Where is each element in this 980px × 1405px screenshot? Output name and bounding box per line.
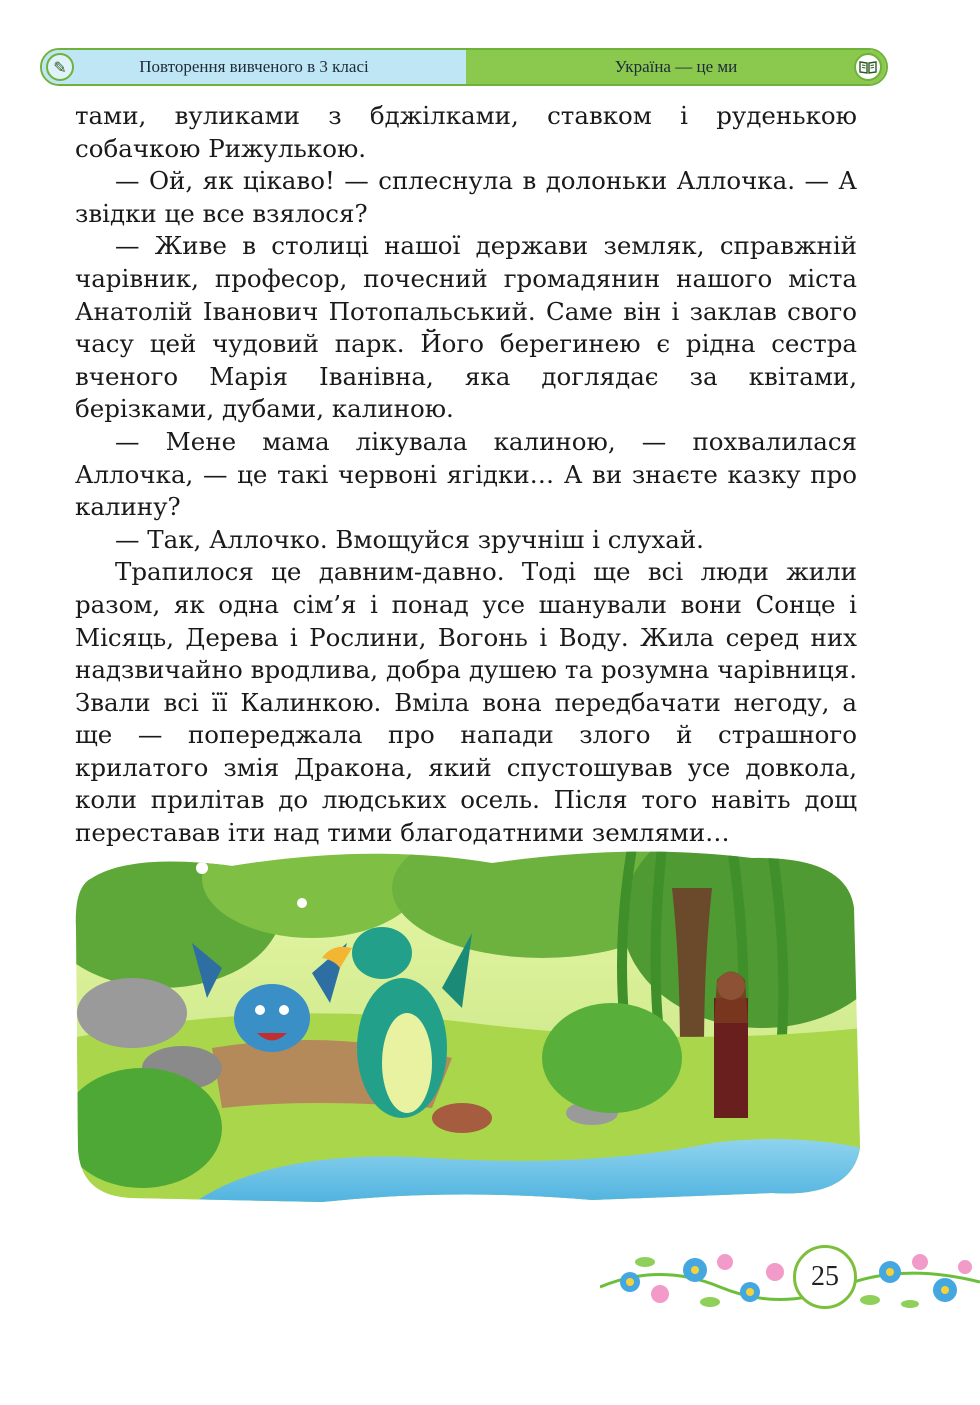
flower-ornament xyxy=(600,1232,980,1324)
header-section-right xyxy=(466,50,886,84)
header-right-title: Україна — це ми xyxy=(614,57,738,76)
pen-icon: ✎ xyxy=(46,53,74,81)
paragraph-4: — Мене мама лікувала калиною, — похвалилася Аллочка, — це такі червоні ягідки… А ви знаєте казку про калину? xyxy=(75,426,857,522)
paragraph-6: Трапилося це давним-давно. Тоді ще всі люди жили разом, як одна сім’я і понад усе шанували вони Сонце і Місяць, Дерева і Рослини, Вогонь і Воду. Жила серед них надзвичайно вродлива, добра душею та розумна чарівниця. Звали всі її Калинкою. Вміла вона передбачати негоду, а ще — попереджала про напади злого й страшного крилатого змія Дракона, який спустошував усе довкола, коли прилітав до людських осель. Після того навіть дощ переставав іти над тими благодатними землями… xyxy=(75,557,857,848)
header-left-title: Повторення вивченого в 3 класі xyxy=(139,57,369,76)
story-text xyxy=(75,100,857,850)
story-illustration xyxy=(72,848,862,1204)
book-icon xyxy=(854,53,882,81)
page-number: 25 xyxy=(793,1245,857,1309)
header-section-left xyxy=(42,50,466,84)
paragraph-2: — Ой, як цікаво! — сплеснула в долоньки Аллочка. — А звідки це все взялося? xyxy=(75,166,857,228)
paragraph-5: — Так, Аллочко. Вмощуйся зручніш і слухай. xyxy=(115,524,704,554)
paragraph-1: тами, вуликами з бджілками, ставком і руденькою собачкою Рижулькою. xyxy=(75,101,857,163)
page-header xyxy=(40,48,888,86)
paragraph-3: — Живе в столиці нашої держави земляк, справжній чарівник, професор, почесний громадянин нашого міста Анатолій Іванович Потопальський. Саме він і заклав свого часу цей чудовий парк. Його берегинею є рідна сестра вченого Марія Іванівна, яка доглядає за квітами, берізками, дубами, калиною. xyxy=(75,231,857,424)
